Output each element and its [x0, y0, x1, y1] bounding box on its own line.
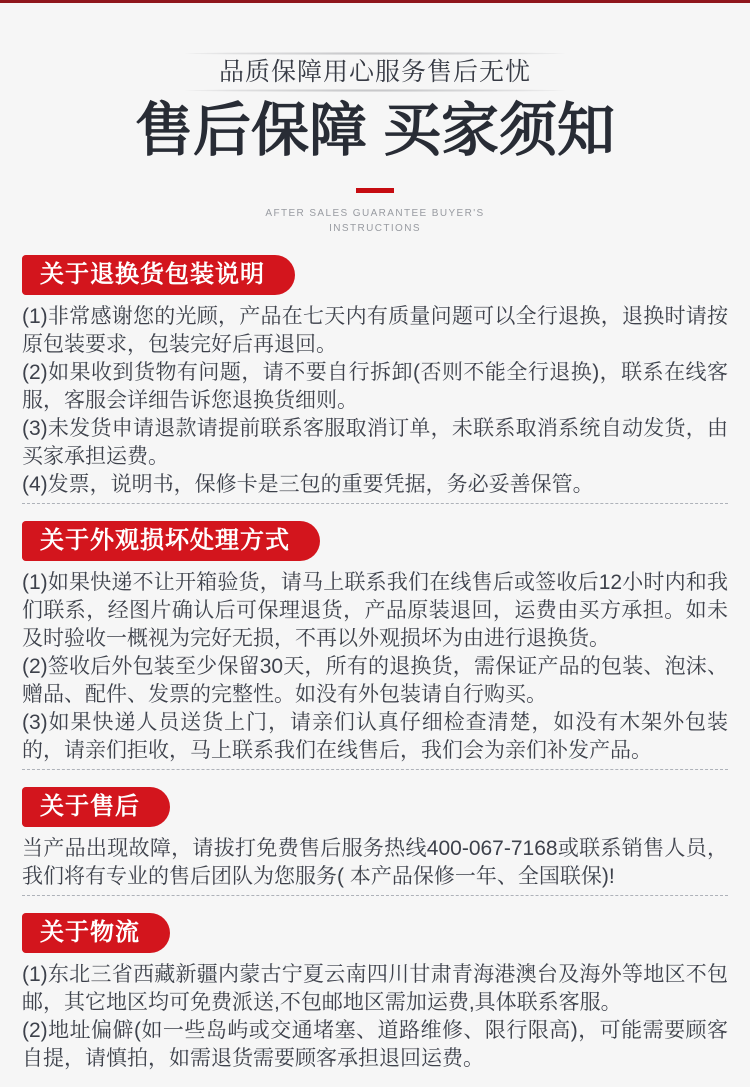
section-heading-pill: 关于售后: [22, 787, 170, 827]
header: [0, 52, 750, 236]
paragraph: (3)如果快递人员送货上门，请亲们认真仔细检查清楚，如没有木架外包装的，请亲们拒收，马上联系我们在线售后，我们会为亲们补发产品。: [22, 711, 728, 762]
paragraph: (3)未发货申请退款请提前联系客服取消订单，未联系取消系统自动发货，由买家承担运费。: [22, 417, 728, 468]
paragraph: (1)非常感谢您的光顾，产品在七天内有质量问题可以全行退换，退换时请按原包装要求，包装完好后再退回。: [22, 305, 728, 356]
title-accent-dash: [356, 188, 394, 193]
page-title: 售后保障 买家须知: [134, 98, 616, 163]
paragraph: (2)签收后外包装至少保留30天，所有的退换货，需保证产品的包装、泡沫、赠品、配件、发票的完整性。如没有外包装请自行购买。: [22, 655, 728, 706]
header-subtitle: 品质保障用心服务售后无忧: [218, 58, 531, 86]
paragraph: (2)如果收到货物有问题，请不要自行拆卸(否则不能全行退换)，联系在线客服，客服会详细告诉您退换货细则。: [22, 361, 728, 412]
section-return-packaging: [22, 236, 728, 504]
english-caption: [0, 206, 750, 236]
section-after-sales: [22, 787, 728, 896]
dashed-divider: [22, 895, 728, 896]
dashed-divider: [22, 503, 728, 504]
english-caption-line1: AFTER SALES GUARANTEE BUYER'S: [265, 208, 485, 219]
subtitle-shadow-line-bottom: [185, 89, 565, 92]
sections-container: [0, 236, 750, 1073]
english-caption-line2: INSTRUCTIONS: [329, 223, 421, 234]
section-logistics: [22, 913, 728, 1073]
top-accent-bar: [0, 0, 750, 3]
paragraph: (1)东北三省西藏新疆内蒙古宁夏云南四川甘肃青海港澳台及海外等地区不包邮，其它地区均可免费派送,不包邮地区需加运费,具体联系客服。: [22, 963, 728, 1014]
dashed-divider: [22, 769, 728, 770]
section-heading-pill: 关于外观损坏处理方式: [22, 521, 320, 561]
paragraph: (2)地址偏僻(如一些岛屿或交通堵塞、道路维修、限行限高)，可能需要顾客自提，请慎拍，如需退货需要顾客承担退回运费。: [22, 1019, 728, 1070]
paragraph: 当产品出现故障，请拔打免费售后服务热线400-067-7168或联系销售人员，我们将有专业的售后团队为您服务( 本产品保修一年、全国联保)!: [22, 837, 728, 888]
section-appearance-damage: [22, 521, 728, 770]
paragraph: (1)如果快递不让开箱验货，请马上联系我们在线售后或签收后12小时内和我们联系，经图片确认后可保理退货，产品原装退回，运费由买方承担。如未及时验收一概视为完好无损，不再以外观损坏为由进行退换货。: [22, 571, 728, 650]
paragraph: (4)发票，说明书，保修卡是三包的重要凭据，务必妥善保管。: [22, 473, 594, 496]
section-heading-pill: 关于物流: [22, 913, 170, 953]
section-heading-pill: 关于退换货包装说明: [22, 255, 295, 295]
